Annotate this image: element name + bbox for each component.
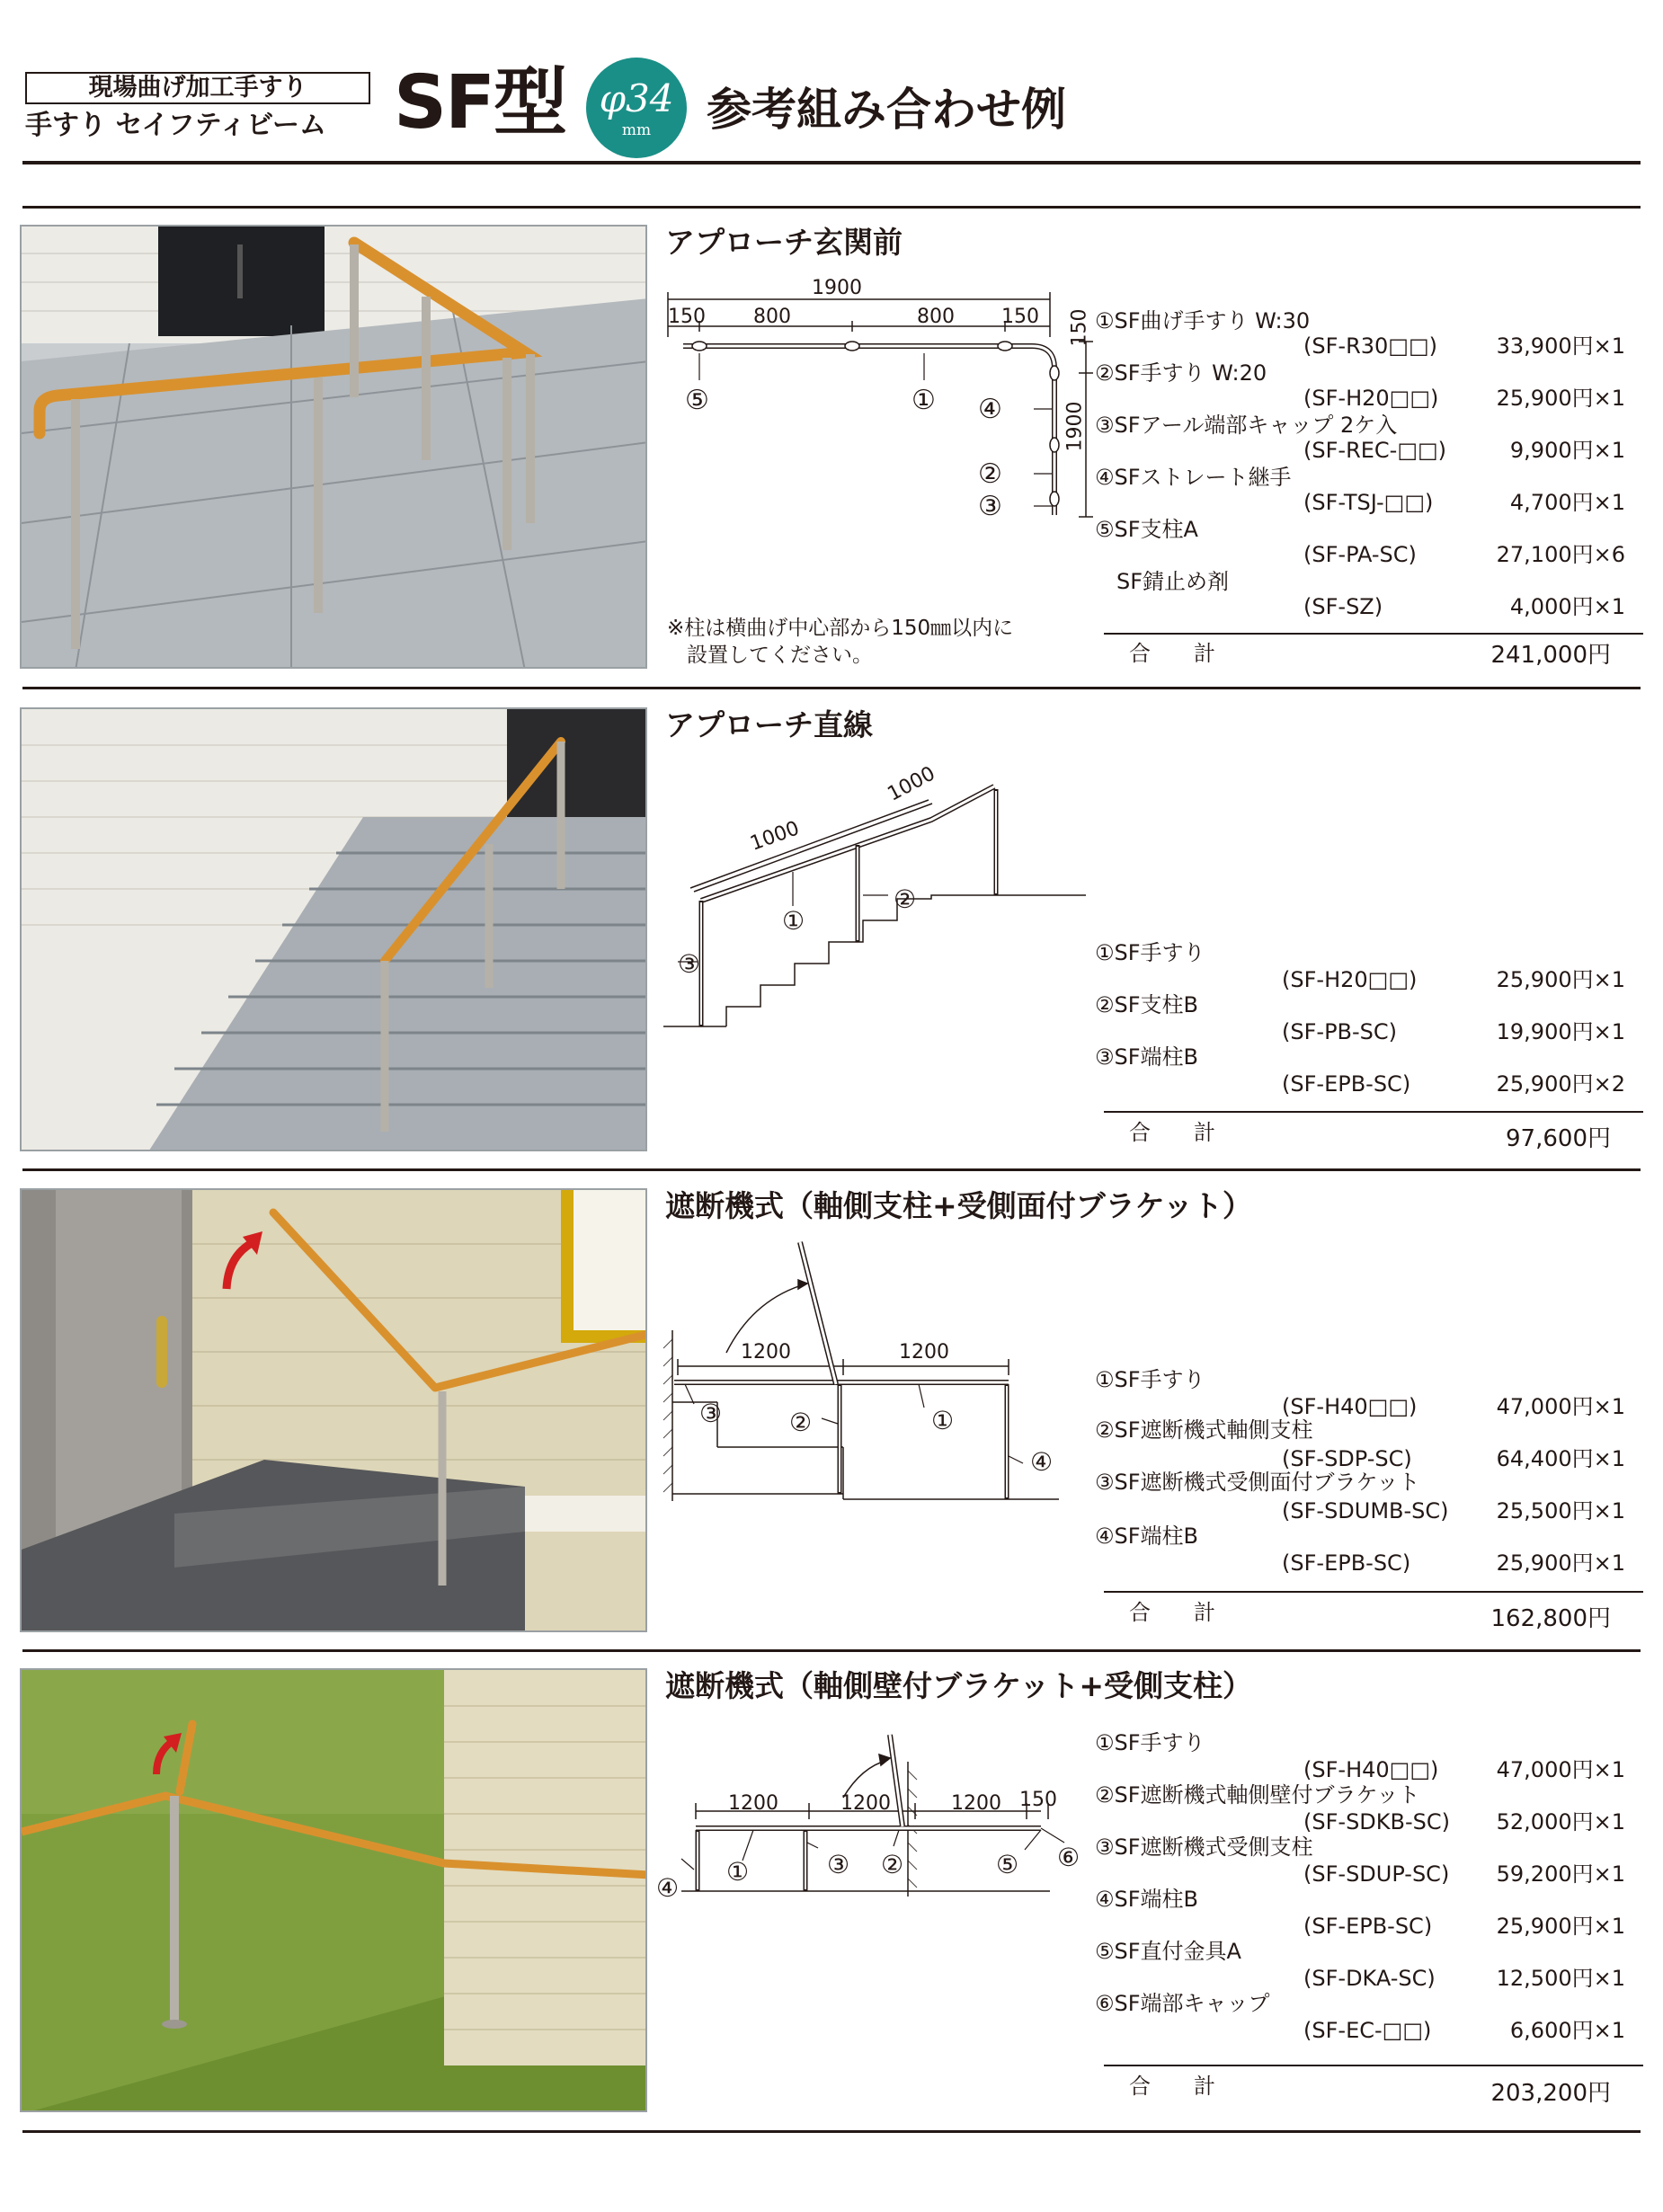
dim-corner: 150 xyxy=(1068,308,1091,347)
barrier-post-illustration xyxy=(22,1190,647,1632)
part-price: 19,900円×1 xyxy=(1496,1019,1625,1044)
callout-4: ④ xyxy=(1030,1447,1054,1477)
part-name: ②SF遮断機式軸側支柱 xyxy=(1095,1417,1313,1443)
part-name: ④SF端柱B xyxy=(1095,1524,1199,1549)
part-name: ②SF手すり W:20 xyxy=(1095,360,1267,386)
part-name: ④SFストレート継手 xyxy=(1095,465,1292,490)
part-name: ②SF支柱B xyxy=(1095,992,1199,1017)
total-price: 203,200円 xyxy=(1490,2080,1611,2107)
photo-barrier-wall-bracket-type xyxy=(20,1668,647,2112)
callout-3: ③ xyxy=(978,491,1002,522)
callout-5: ⑤ xyxy=(996,1850,1019,1879)
section-divider xyxy=(22,687,1641,689)
header-rule xyxy=(22,161,1641,164)
callout-5: ⑤ xyxy=(685,385,709,416)
part-code: (SF-SDKB-SC) xyxy=(1303,1809,1450,1834)
dim-total-width: 1900 xyxy=(812,277,862,299)
photo-approach-entrance xyxy=(20,225,647,669)
part-price: 64,400円×1 xyxy=(1496,1446,1625,1471)
part-price: 25,900円×2 xyxy=(1496,1071,1625,1097)
dim-span-2: 1000 xyxy=(884,762,939,806)
photo-barrier-post-type xyxy=(20,1188,647,1632)
dim-end-left: 150 xyxy=(668,306,706,328)
part-name: ①SF曲げ手すり W:30 xyxy=(1095,308,1311,333)
approach-straight-illustration xyxy=(22,709,647,1151)
callout-3: ③ xyxy=(678,949,701,979)
part-price: 4,000円×1 xyxy=(1509,594,1625,619)
dim-end: 150 xyxy=(1019,1789,1057,1811)
part-code: (SF-SZ) xyxy=(1303,594,1383,619)
elevation-diagram-barrier-post xyxy=(663,1231,1086,1510)
part-price: 59,200円×1 xyxy=(1496,1861,1625,1887)
part-name: ①SF手すり xyxy=(1095,1730,1205,1755)
part-code: (SF-SDP-SC) xyxy=(1282,1446,1412,1471)
part-price: 25,900円×1 xyxy=(1496,967,1625,992)
part-code: (SF-PA-SC) xyxy=(1303,542,1417,567)
total-label: 合 計 xyxy=(1129,641,1215,666)
diameter-unit: mm xyxy=(621,121,652,139)
part-name: ④SF端柱B xyxy=(1095,1887,1199,1912)
part-code: (SF-H40□□) xyxy=(1282,1394,1418,1419)
model-name: SF型 xyxy=(394,60,566,146)
total-rule xyxy=(1104,1111,1643,1113)
part-code: (SF-EC-□□) xyxy=(1303,2018,1432,2043)
part-name: ③SF遮断機式受側面付ブラケット xyxy=(1095,1470,1420,1495)
callout-1: ① xyxy=(726,1857,750,1887)
diameter-badge xyxy=(586,58,687,158)
dim-span-1: 1200 xyxy=(741,1341,791,1364)
dim-side-length: 1900 xyxy=(1063,401,1087,452)
part-code: (SF-REC-□□) xyxy=(1303,438,1447,463)
callout-1: ① xyxy=(931,1406,955,1435)
part-name: ③SFアール端部キャップ 2ケ入 xyxy=(1095,413,1398,438)
part-price: 25,900円×1 xyxy=(1496,1914,1625,1939)
section-divider xyxy=(22,1168,1641,1171)
dim-end-right: 150 xyxy=(1001,306,1039,328)
total-rule xyxy=(1104,633,1643,635)
part-price: 47,000円×1 xyxy=(1496,1757,1625,1782)
photo-approach-straight xyxy=(20,707,647,1151)
approach-entrance-illustration xyxy=(22,227,647,669)
part-code: (SF-H20□□) xyxy=(1282,967,1418,992)
part-code: (SF-TSJ-□□) xyxy=(1303,490,1434,515)
section-title: アプローチ玄関前 xyxy=(665,225,903,260)
dim-span-2: 800 xyxy=(917,306,955,328)
part-price: 47,000円×1 xyxy=(1496,1394,1625,1419)
callout-1: ① xyxy=(782,906,805,936)
part-code: (SF-EPB-SC) xyxy=(1303,1914,1433,1939)
part-name: ③SF端柱B xyxy=(1095,1044,1199,1070)
part-name: ⑥SF端部キャップ xyxy=(1095,1991,1270,2016)
total-label: 合 計 xyxy=(1129,1600,1215,1625)
page-title: 参考組み合わせ例 xyxy=(707,84,1066,136)
total-price: 97,600円 xyxy=(1506,1125,1611,1152)
total-label: 合 計 xyxy=(1129,1120,1215,1145)
total-label: 合 計 xyxy=(1129,2074,1215,2099)
part-price: 25,900円×1 xyxy=(1496,386,1625,411)
part-code: (SF-PB-SC) xyxy=(1282,1019,1398,1044)
total-price: 162,800円 xyxy=(1490,1605,1611,1632)
parts-list xyxy=(1095,939,1625,1101)
part-code: (SF-H20□□) xyxy=(1303,386,1439,411)
part-name: ①SF手すり xyxy=(1095,1367,1205,1392)
dim-span-3: 1200 xyxy=(951,1792,1001,1815)
callout-1: ① xyxy=(912,385,936,416)
part-code: (SF-EPB-SC) xyxy=(1282,1550,1411,1576)
dim-span-2: 1200 xyxy=(899,1341,949,1364)
part-price: 52,000円×1 xyxy=(1496,1809,1625,1834)
elevation-diagram-approach-straight xyxy=(663,746,1086,1034)
product-subtitle: 手すり セイフティビーム xyxy=(25,110,327,141)
total-price: 241,000円 xyxy=(1490,642,1611,669)
total-rule xyxy=(1104,1591,1643,1593)
section-divider xyxy=(22,1649,1641,1652)
install-note: ※柱は横曲げ中心部から150㎜以内に xyxy=(667,617,1014,640)
callout-2: ② xyxy=(789,1408,813,1437)
dim-span-1: 800 xyxy=(753,306,791,328)
parts-list xyxy=(1095,1366,1625,1584)
dim-span-2: 1200 xyxy=(840,1792,891,1815)
parts-list xyxy=(1095,304,1625,620)
parts-list xyxy=(1095,1729,1625,2055)
dim-span-1: 1200 xyxy=(728,1792,778,1815)
part-name: SF錆止め剤 xyxy=(1116,569,1230,594)
part-price: 25,900円×1 xyxy=(1496,1550,1625,1576)
callout-2: ② xyxy=(978,458,1002,490)
part-price: 12,500円×1 xyxy=(1496,1966,1625,1991)
callout-3: ③ xyxy=(827,1850,850,1879)
part-code: (SF-R30□□) xyxy=(1303,333,1437,359)
callout-2: ② xyxy=(894,884,917,914)
part-name: ②SF遮断機式軸側壁付ブラケット xyxy=(1095,1782,1420,1808)
part-price: 33,900円×1 xyxy=(1496,333,1625,359)
part-price: 9,900円×1 xyxy=(1509,438,1625,463)
install-note-cont: 設置してください。 xyxy=(687,644,873,667)
part-name: ⑤SF支柱A xyxy=(1095,517,1198,542)
part-name: ③SF遮断機式受側支柱 xyxy=(1095,1834,1313,1860)
part-code: (SF-H40□□) xyxy=(1303,1757,1439,1782)
total-rule xyxy=(1104,2065,1643,2066)
callout-4: ④ xyxy=(978,394,1002,425)
callout-3: ③ xyxy=(699,1399,723,1428)
part-name: ⑤SF直付金具A xyxy=(1095,1939,1241,1964)
section-divider xyxy=(22,2130,1641,2133)
part-code: (SF-EPB-SC) xyxy=(1282,1071,1411,1097)
diameter-value: φ34 xyxy=(599,76,674,120)
part-code: (SF-DKA-SC) xyxy=(1303,1966,1436,1991)
section-title: アプローチ直線 xyxy=(665,707,873,742)
part-price: 27,100円×6 xyxy=(1496,542,1625,567)
section-title: 遮断機式（軸側壁付ブラケット+受側支柱） xyxy=(665,1668,1253,1703)
callout-6: ⑥ xyxy=(1057,1843,1081,1872)
part-code: (SF-SDUP-SC) xyxy=(1303,1861,1450,1887)
part-code: (SF-SDUMB-SC) xyxy=(1282,1498,1449,1524)
barrier-wall-bracket-illustration xyxy=(22,1670,647,2112)
dim-span-1: 1000 xyxy=(747,817,803,856)
part-name: ①SF手すり xyxy=(1095,940,1205,965)
section-divider xyxy=(22,206,1641,209)
category-label: 現場曲げ加工手すり xyxy=(25,72,370,104)
callout-4: ④ xyxy=(656,1873,680,1903)
part-price: 25,500円×1 xyxy=(1496,1498,1625,1524)
part-price: 6,600円×1 xyxy=(1509,2018,1625,2043)
section-title: 遮断機式（軸側支柱+受側面付ブラケット） xyxy=(665,1188,1253,1223)
callout-2: ② xyxy=(881,1850,904,1879)
part-price: 4,700円×1 xyxy=(1509,490,1625,515)
